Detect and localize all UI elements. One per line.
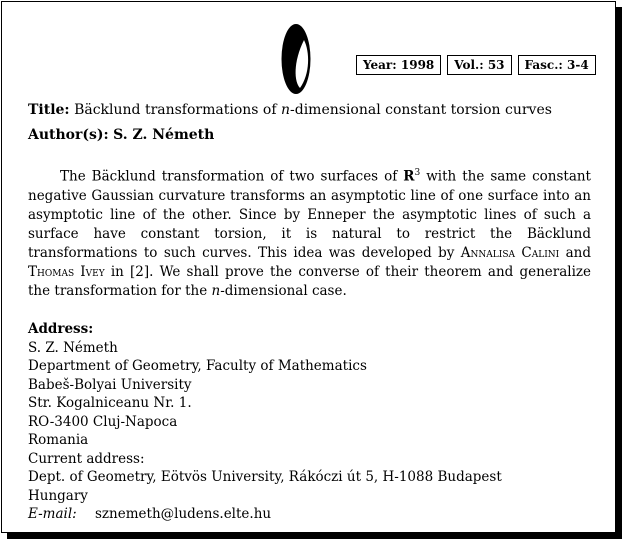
- issue-info: [356, 55, 596, 75]
- year-badge: Year: 1998: [356, 55, 441, 75]
- address-line: S. Z. Németh: [28, 339, 118, 356]
- email-row: [28, 505, 502, 524]
- author-label: Author(s):: [28, 127, 109, 143]
- address-line: Current address:: [28, 450, 145, 467]
- email-label: E-mail:: [28, 506, 77, 522]
- title-label: Title:: [28, 102, 70, 118]
- abstract-text: The Bäcklund transformation of two surfaces of $R^3$ with the same constant negative Gaussian curvature transforms an asymptotic line of one surface into an asymptotic line of the other. Since by Enneper the asymptotic lines of such a surface have constant torsion, it is natural to restrict the Bäcklund transformations to such curves. This idea was developed by Annalisa Calini and Thomas Ivey in [2]. We shall prove the converse of their theorem and generalize the transformation for the n-dimensional case.: [28, 168, 592, 299]
- email-link[interactable]: sznemeth@ludens.elte.hu: [95, 506, 272, 522]
- address-line: Str. Kogalniceanu Nr. 1.: [28, 395, 192, 411]
- address-line: Babeš-Bolyai University: [28, 376, 192, 393]
- address-heading: Address:: [28, 321, 94, 337]
- title-row: [28, 102, 552, 118]
- fascicle-badge: Fasc.: 3-4: [518, 55, 596, 75]
- volume-badge: Vol.: 53: [447, 55, 511, 75]
- paper-title: Bäcklund transformations of n-dimensional constant torsion curves: [74, 102, 552, 118]
- address-line: Hungary: [28, 487, 88, 504]
- author-name: S. Z. Németh: [113, 127, 215, 143]
- address-line: Romania: [28, 432, 89, 448]
- address-line: Dept. of Geometry, Eötvös University, Rákóczi út 5, H-1088 Budapest: [28, 469, 502, 485]
- page-frame: [1, 1, 616, 533]
- address-block: [28, 320, 502, 524]
- journal-logo-icon: [280, 22, 312, 96]
- address-line: RO-3400 Cluj-Napoca: [28, 413, 178, 430]
- author-row: [28, 127, 214, 143]
- address-line: Department of Geometry, Faculty of Mathematics: [28, 358, 367, 374]
